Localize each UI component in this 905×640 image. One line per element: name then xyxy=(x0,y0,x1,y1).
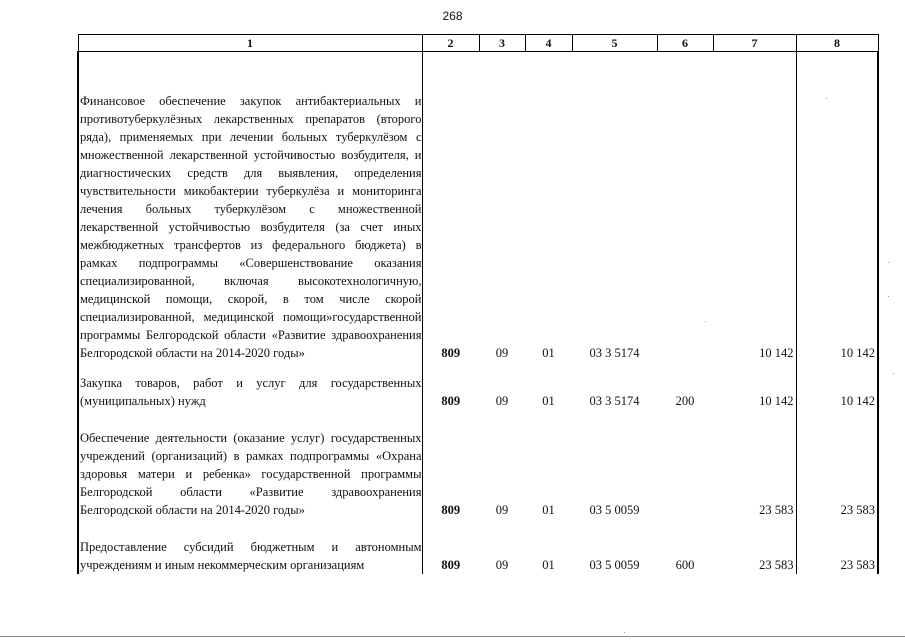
table-row xyxy=(78,410,878,519)
column-number: 7 xyxy=(713,35,796,52)
column-number-row xyxy=(78,35,878,52)
subsection-code: 01 xyxy=(542,394,555,408)
scan-speck xyxy=(624,632,625,633)
column-number: 1 xyxy=(78,35,422,52)
amount-2016: 10 142 xyxy=(713,58,796,362)
scan-speck xyxy=(893,373,894,374)
amount-2017: 10 142 xyxy=(796,58,878,362)
amount-2017: 23 583 xyxy=(796,410,878,519)
expense-type: 600 xyxy=(675,558,695,572)
column-number: 4 xyxy=(525,35,572,52)
section-code: 09 xyxy=(495,346,509,360)
budget-table xyxy=(77,34,879,574)
row-description: Финансовое обеспечение закупок антибактериальных и противотуберкулёзных лекарственных препаратов (второго ряда), применяемых при лечении больных туберкулёзом с множественной лекарственной устойчивостью возбудителя, и диагностических средств для выявления, определения чувствительности микобактерии туберкулёза и мониторинга лечения больных туберкулёзом с множественной лекарственной устойчивостью возбудителя (за счет иных межбюджетных трансфертов из федерального бюджета) в рамках подпрограммы «Совершенствование оказания специализированной, включая высокотехнологичную, медицинской помощи, скорой, в том числе скорой специализированной, медицинской помощи»государственной программы Белгородской области «Развитие здравоохранения Белгородской области на 2014-2020 годы» xyxy=(78,58,422,362)
column-number: 5 xyxy=(572,35,657,52)
subsection-code: 01 xyxy=(542,503,555,517)
expense-type xyxy=(657,410,713,519)
page-number: 268 xyxy=(442,9,463,23)
scan-speck xyxy=(826,98,827,99)
column-number: 2 xyxy=(422,35,479,52)
section-code: 09 xyxy=(495,558,509,572)
ministry-code: 809 xyxy=(441,558,461,572)
target-article: 03 5 0059 xyxy=(589,503,640,517)
target-article: 03 5 0059 xyxy=(589,558,640,572)
scan-speck xyxy=(705,321,706,322)
table-row xyxy=(78,519,878,574)
target-article: 03 3 5174 xyxy=(589,394,640,408)
column-number: 3 xyxy=(479,35,525,52)
amount-2017: 10 142 xyxy=(796,362,878,410)
row-description: Закупка товаров, работ и услуг для государственных (муниципальных) нужд xyxy=(78,362,422,410)
amount-2017: 23 583 xyxy=(796,519,878,574)
table-row xyxy=(78,362,878,410)
row-description: Предоставление субсидий бюджетным и автономным учреждениям и иным некоммерческим организациям xyxy=(78,519,422,574)
expense-type xyxy=(657,58,713,362)
bottom-rule xyxy=(0,636,905,637)
subsection-code: 01 xyxy=(542,346,555,360)
amount-2016: 23 583 xyxy=(713,519,796,574)
column-number: 6 xyxy=(657,35,713,52)
amount-2016: 23 583 xyxy=(713,410,796,519)
subsection-code: 01 xyxy=(542,558,555,572)
scan-speck xyxy=(888,296,889,297)
section-code: 09 xyxy=(495,394,509,408)
table-row xyxy=(78,58,878,362)
section-code: 09 xyxy=(495,503,509,517)
expense-type: 200 xyxy=(675,394,695,408)
column-number: 8 xyxy=(796,35,878,52)
ministry-code: 809 xyxy=(441,394,461,408)
ministry-code: 809 xyxy=(441,346,461,360)
row-description: Обеспечение деятельности (оказание услуг) государственных учреждений (организаций) в рамках подпрограммы «Охрана здоровья матери и ребенка» государственной программы Белгородской области «Развитие здравоохранения Белгородской области на 2014-2020 годы» xyxy=(78,410,422,519)
ministry-code: 809 xyxy=(441,503,461,517)
target-article: 03 3 5174 xyxy=(589,346,640,360)
amount-2016: 10 142 xyxy=(713,362,796,410)
scan-speck xyxy=(888,262,889,263)
